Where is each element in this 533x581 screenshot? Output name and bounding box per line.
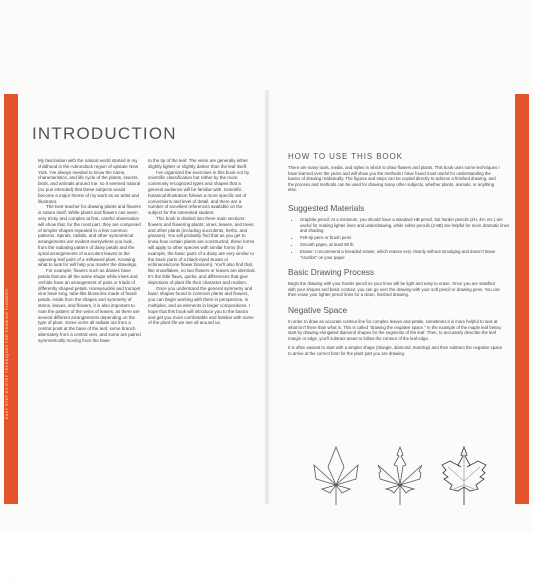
maple-leaf-step-2-icon [370,445,430,507]
maple-leaf-step-3-icon [434,445,494,507]
paragraph: This book is divided into three main sections: flowers and flowering plants; vines, leaves, and trees; and other plants (including succulents, herbs, and grasses). You will probably find that as you get to know how certain plants are constructed, these forms will apply to other species with similar forms (for example, the basic parts of a daisy are very similar to the basic parts of a black-eyed Susan or echinacea/cone flower blossom). You'll also find that, like snowflakes, no two flowers or leaves are identical. It's the little flaws, quirks, and differences that give depictions of plant life their character and realism. [148,215,256,285]
paragraph: The best teacher for drawing plants and flowers is nature itself. While plants and flowers can seem very tricky and complex at first, careful observation will show that, for the most part, they are composed of simpler shapes repeated in a few common patterns. Spirals, radials, and other symmetrical arrangements are evident everywhere you look, from the radiating pattern of daisy petals and the spiral arrangements of succulent leaves to the opposing leaf pairs of a milkweed plant. Knowing what to look for will help you master the drawings. [38,204,141,268]
paragraph: My fascination with the natural world started in my childhood in the Adirondack region of upstate New York. I've always needed to know the name, characteristics, and life cycle of the plants, insects, birds, and animals around me, so it seemed natural (no pun intended) that these subjects would become a major theme of my work as an artist and illustrator. [38,158,141,204]
paragraph: There are many tools, media, and styles in which to draw flowers and plants. This book uses some techniques I have learned over the years and will show you the methods I have found most useful for understanding the basics of drawing realistically. The figures and steps can be copied directly to achieve a finished drawing, and the process and methods can be used for drawing many other subjects, whether plants, animals, or anything else. [288,165,500,193]
process-text [288,281,502,298]
paragraph: to the tip of the leaf. The veins are generally either slightly lighter or slightly darker than the leaf itself. [148,158,248,169]
how-to-use-heading: HOW TO USE THIS BOOK [288,152,403,161]
negative-space-heading: Negative Space [288,305,348,315]
list-item: • Felt-tip pens or brush pens [300,235,510,241]
paragraph: Once you understand the general symmetry and basic shapes found in common plants and flowers, you can begin working with them in perspective, in multiples, and as elements in larger compositions. I hope that this book will introduce you to the basics and get you more comfortable and familiar with some of the plant life we see all around us. [148,285,254,326]
paragraph: In order to draw an accurate contour line for complex leaves and petals, sometimes it is more helpful to look at what isn't there than what is. This is called "drawing the negative space." In the example of the maple leaf below, start by drawing elongated diamond shapes for the segments of the leaf. Then, to accurately describe the leaf margin or edge, you'll subtract areas to follow the contour of the leaf edge. [288,319,502,341]
materials-list [292,217,510,262]
list-item: • Smooth paper, at least 80 lb [300,242,510,248]
left-page-tab [4,94,18,581]
paragraph: For example, flowers such as daisies have petals that are all the same shape while irises and orchids have an arrangement of pairs or triads of differently shaped petals. Honeysuckle and trumpet vine have long, tube-like blossoms made of fused petals. Aside from the shapes and symmetry of stems, leaves, and flowers, it is also important to note the pattern of the veins of leaves, as there are several different arrangements depending on the type of plant. Some veins all radiate out from a central point at the base of the leaf, some branch alternately from a central vein, and some are paired symmetrically moving from the base [38,268,141,343]
page-title: INTRODUCTION [32,124,177,143]
paragraph: Begin the drawing with your harder pencil so your lines will be light and easy to erase. Once you are satisfied with your shapes and basic contour, you can go over the drawing with your soft pencil or drawing pens. You can then erase your lighter pencil lines for a clean, finished drawing. [288,281,500,298]
intro-column-1 [38,158,142,344]
right-page-number: 7 [520,576,524,581]
right-page-tab [515,94,529,581]
how-to-use-text [288,165,502,193]
paragraph: It is often easiest to start with a simpler shape (triangle, diamond, teardrop) and then subtract the negative space to arrive at the correct form for the plant part you are drawing. [288,345,503,356]
process-heading: Basic Drawing Process [288,267,375,277]
page-gutter [264,90,270,504]
left-page-number: 6 [9,576,13,581]
list-item: • Eraser: I recommend a kneaded eraser, which erases very cleanly without smudging and doesn't leave "crumbs" on your paper. [300,249,510,260]
materials-heading: Suggested Materials [288,203,365,213]
maple-leaf-step-1-icon [306,445,366,507]
intro-column-2 [148,158,256,326]
negative-space-text [288,319,502,357]
list-item: • Graphite pencil: At a minimum, you should have a standard HB pencil, but harder pencils (2H, 4H, etc.) are useful for making lighter lines and underdrawing, while softer pencils (2-6B) are helpful for more dramatic lines and shading [300,217,510,234]
paragraph: I've organized the exercises in this book not by scientific classification but rather by the more commonly recognized types and shapes that a general audience will be familiar with. Scientific botanical illustration follows a more specific set of conventions and level of detail, and there are a number of excellent references available on the subject for the interested student. [148,169,250,216]
running-head: EASY STEP-BY-STEP TECHNIQUES FOR DRAWING FLOWERS [5,288,9,420]
